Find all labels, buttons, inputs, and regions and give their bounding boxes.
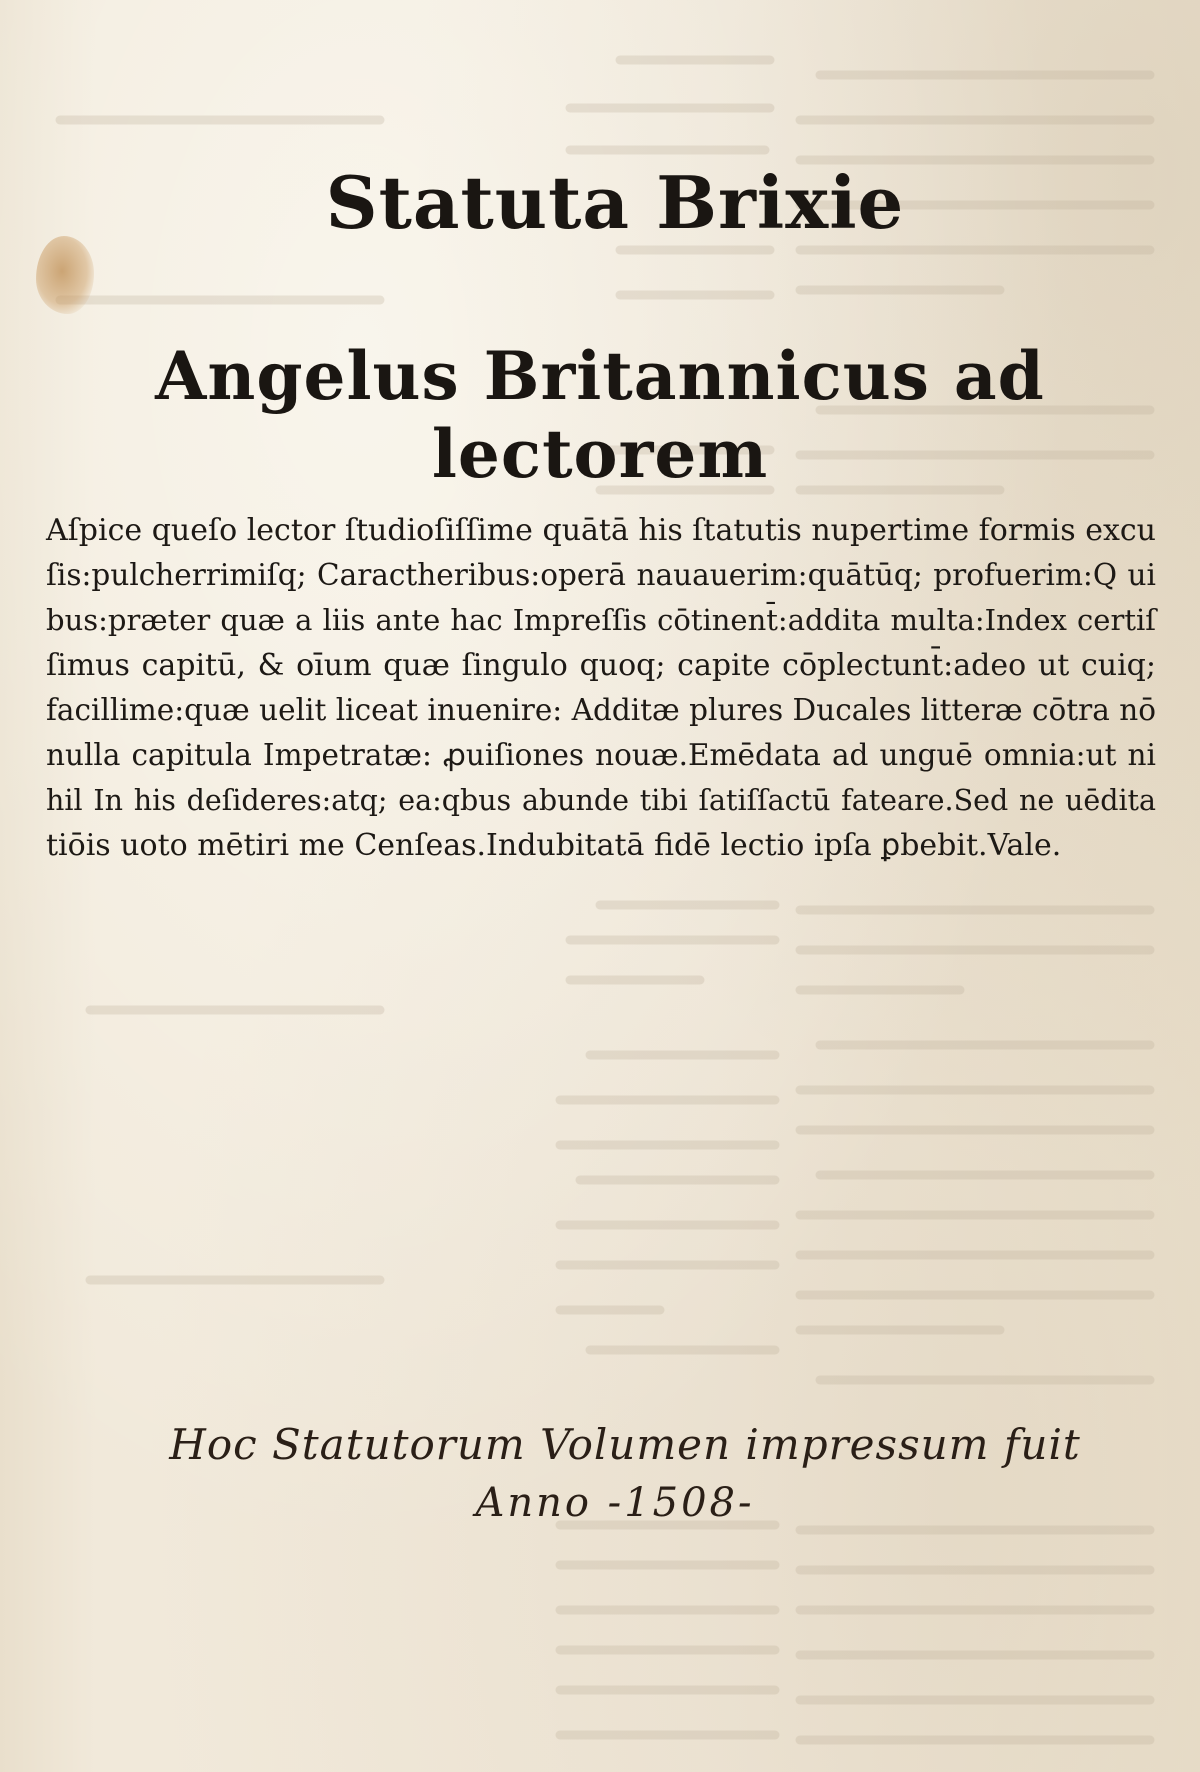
handwritten-note-line-1: Hoc Statutorum Volumen impressum fuit — [169, 1420, 1081, 1469]
text-line: facillime:quæ uelit liceat inuenire: Additæ plures Ducales litteræ cōtra nō — [46, 693, 1156, 727]
text-line: tiōis uoto mētiri me Cenſeas.Indubitatā fidē lectio ipſa ꝑbebit.Vale. — [46, 828, 1062, 863]
text-line: bus:præter quæ a liis ante hac Impreſſis cōtinent̄:addita multa:Index certiſ — [46, 603, 1156, 637]
text-line: ſimus capitū, & oīum quæ ſingulo quoq; capite cōplectunt̄:adeo ut cuiq; — [46, 648, 1156, 683]
text-line: nulla capitula Impetratæ: ꝓuiſiones nouæ.Emēdata ad unguē omnia:ut ni — [46, 738, 1156, 772]
foxing-stain — [36, 236, 94, 314]
handwritten-note-line-2: Anno -1508- — [475, 1480, 755, 1526]
text-line: ſis:pulcherrimiſq; Caractheribus:operā nauauerim:quātūq; profuerim:Q ui — [46, 558, 1156, 592]
page-title: Statuta Brixie — [325, 160, 905, 245]
text-line: hil In his deſideres:atq; ea:qbus abunde tibi ſatiſſactū fateare.Sed ne uēdita — [46, 784, 1156, 817]
text-line: Aſpice queſo lector ſtudioſiſſime quātā his ſtatutis nupertime formis excu — [46, 513, 1156, 548]
preface-text — [46, 508, 1156, 868]
page-subtitle: Angelus Britannicus ad lectorem — [155, 337, 1045, 493]
